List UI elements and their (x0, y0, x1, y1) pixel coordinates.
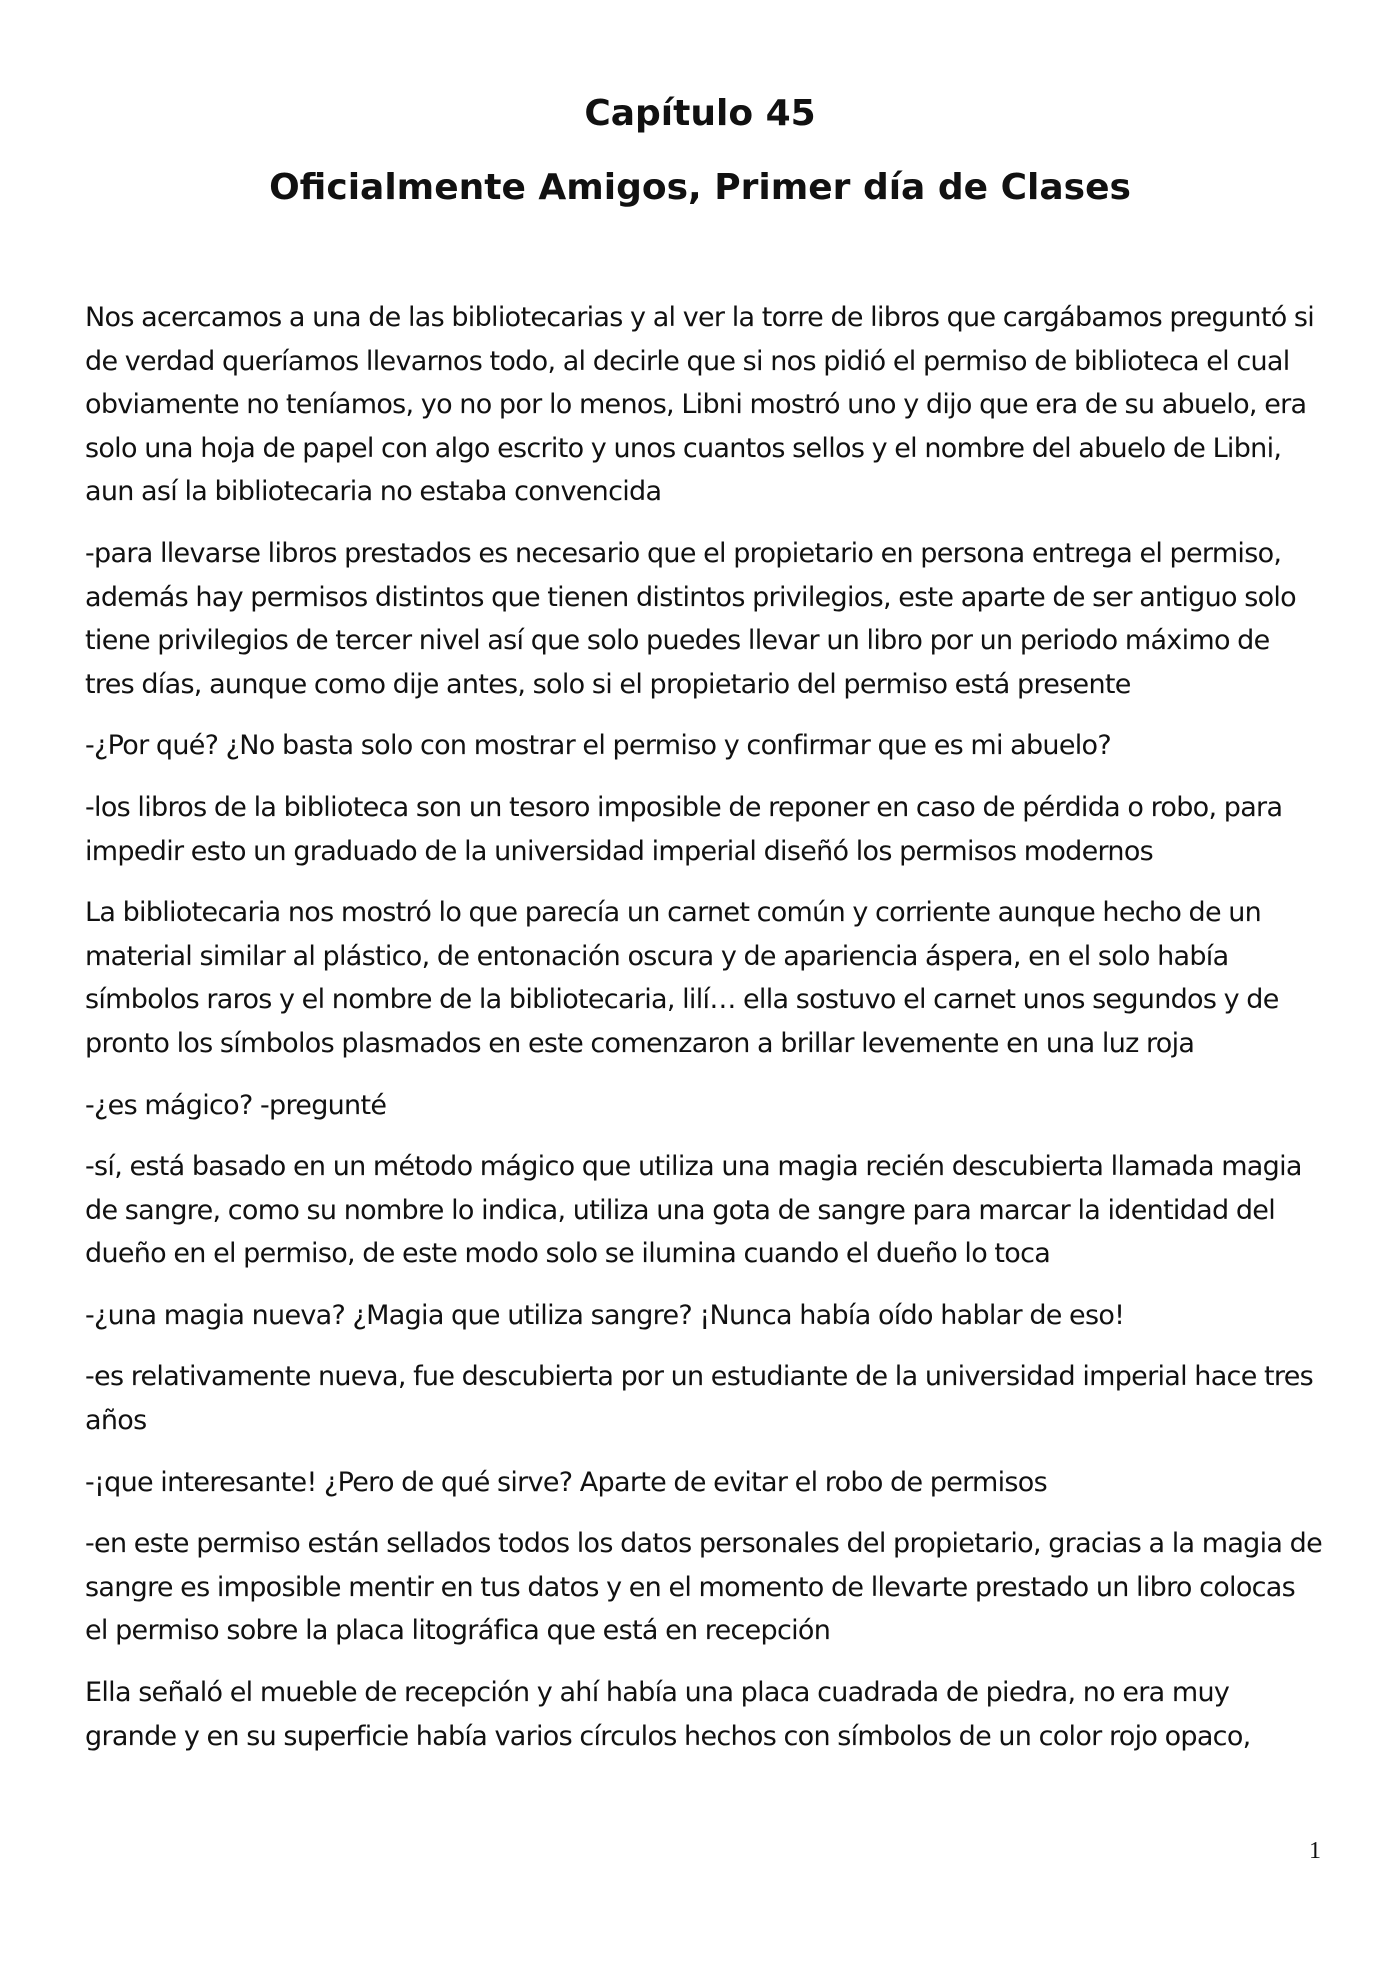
paragraph: -para llevarse libros prestados es necesario que el propietario en persona entrega el permiso, además hay permisos distintos que tienen distintos privilegios, este aparte de ser antiguo solo tiene privilegios de tercer nivel así que solo puedes llevar un libro por un periodo máximo de tres días, aunque como dije antes, solo si el propietario del permiso está presente (85, 537, 1297, 700)
page-number: 1 (1309, 1838, 1321, 1864)
paragraph: Nos acercamos a una de las bibliotecarias y al ver la torre de libros que cargábamos preguntó si de verdad queríamos llevarnos todo, al decirle que si nos pidió el permiso de biblioteca el cual obviamente no teníamos, yo no por lo menos, Libni mostró uno y dijo que era de su abuelo, era solo una hoja de papel con algo escrito y unos cuantos sellos y el nombre del abuelo de Libni, aun así la bibliotecaria no estaba convencida (85, 302, 1315, 508)
paragraph: -es relativamente nueva, fue descubierta por un estudiante de la universidad imperial hace tres años (85, 1361, 1313, 1437)
chapter-title: Oficialmente Amigos, Primer día de Clases (269, 167, 1131, 208)
chapter-number: Capítulo 45 (584, 93, 816, 134)
paragraph: -¿Por qué? ¿No basta solo con mostrar el permiso y confirmar que es mi abuelo? (85, 730, 1112, 762)
paragraph: La bibliotecaria nos mostró lo que parecía un carnet común y corriente aunque hecho de un material similar al plástico, de entonación oscura y de apariencia áspera, en el solo había símbolos raros y el nombre de la bibliotecaria, lilí… ella sostuvo el carnet unos segundos y de pronto los símbolos plasmados en este comenzaron a brillar levemente en una luz roja (85, 897, 1279, 1059)
paragraph: -los libros de la biblioteca son un tesoro imposible de reponer en caso de pérdida o robo, para impedir esto un graduado de la universidad imperial diseñó los permisos modernos (85, 791, 1283, 867)
body-text (85, 296, 1325, 1776)
paragraph: -en este permiso están sellados todos los datos personales del propietario, gracias a la magia de sangre es imposible mentir en tus datos y en el momento de llevarte prestado un libro colocas el permiso sobre la placa litográfica que está en recepción (85, 1528, 1322, 1647)
paragraph: -¡que interesante! ¿Pero de qué sirve? Aparte de evitar el robo de permisos (85, 1466, 1047, 1498)
paragraph: Ella señaló el mueble de recepción y ahí había una placa cuadrada de piedra, no era muy grande y en su superficie había varios círculos hechos con símbolos de un color rojo opaco, (85, 1677, 1251, 1752)
paragraph: -sí, está basado en un método mágico que utiliza una magia recién descubierta llamada magia de sangre, como su nombre lo indica, utiliza una gota de sangre para marcar la identidad del dueño en el permiso, de este modo solo se ilumina cuando el dueño lo toca (85, 1151, 1302, 1270)
paragraph: -¿es mágico? -pregunté (85, 1089, 387, 1121)
paragraph: -¿una magia nueva? ¿Magia que utiliza sangre? ¡Nunca había oído hablar de eso! (85, 1299, 1125, 1331)
